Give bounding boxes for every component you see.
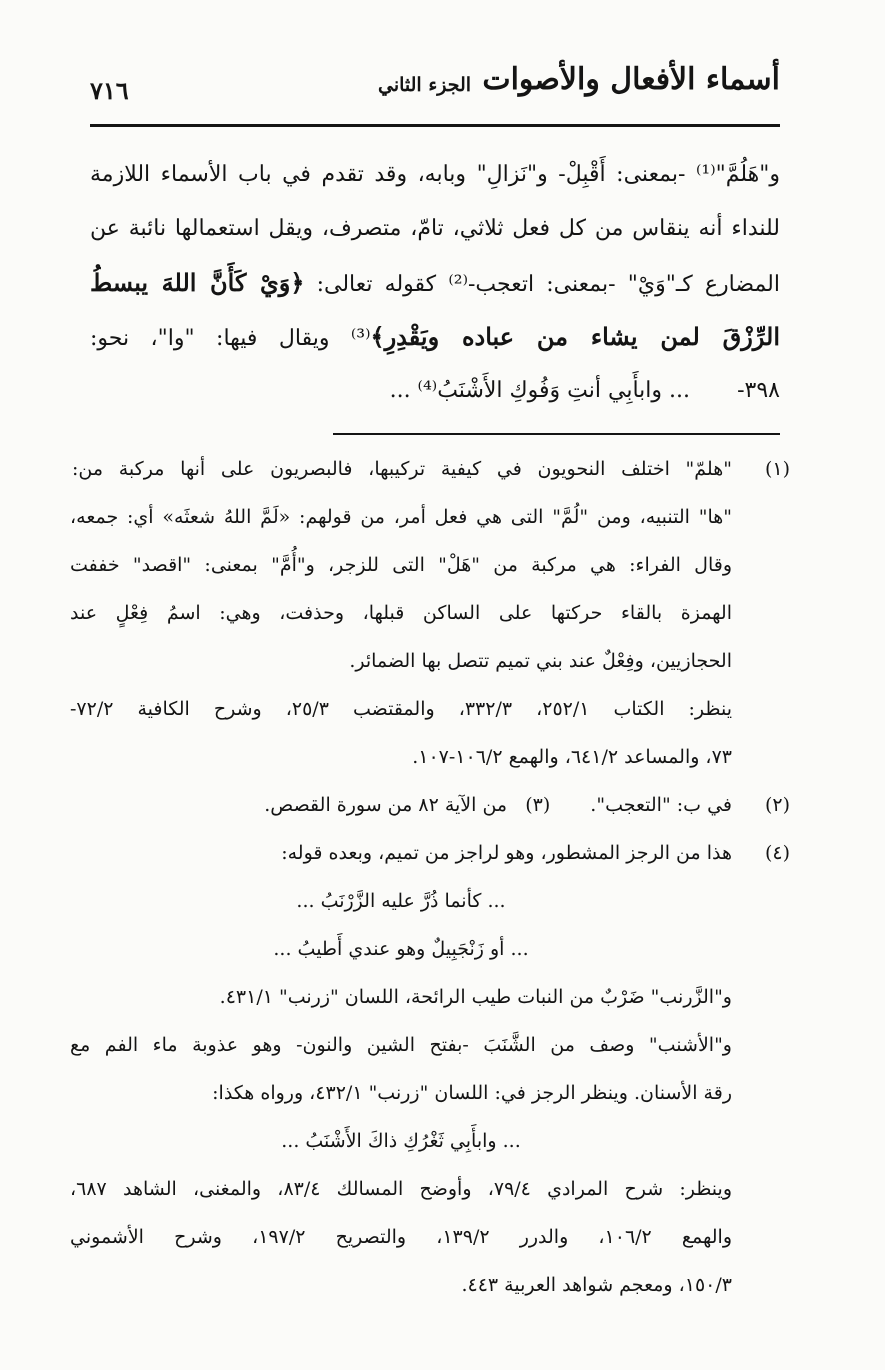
verse-number: ٣٩٨-	[737, 378, 780, 403]
footnotes	[70, 445, 790, 1309]
footnote-1-line: الهمزة بالقاء حركتها على الساكن قبلها، وحذفت، وهي: اسمُ فِعْلٍ عند	[70, 602, 732, 624]
main-line-4-text: ⁽³⁾ ويقال فيها: "وا"، نحو:	[90, 326, 371, 351]
page-header	[90, 60, 780, 112]
footnote-3-text: من الآية ٨٢ من سورة القصص.	[264, 794, 508, 816]
quran-quote-start: ﴿وَيْ كَأَنَّ اللهَ يبسطُ	[90, 268, 305, 297]
footnote-3-index: (٣)	[525, 794, 551, 816]
chapter-title: أسماء الأفعال والأصوات	[482, 62, 780, 97]
footnote-2-3-row	[70, 781, 790, 829]
footnote-1-line: ٧٣، والمساعد ٦٤١/٢، والهمع ١٠٦/٢-١٠٧.	[412, 746, 732, 768]
footnote-1	[70, 445, 790, 493]
footnote-4	[70, 829, 790, 877]
footnote-1-line: ينظر: الكتاب ٢٥٢/١، ٣٣٢/٣، والمقتضب ٢٥/٣، وشرح الكافية ٧٢/٢-	[70, 698, 732, 720]
footnote-1-line: "هلمّ" اختلف النحويون في كيفية تركيبها، فالبصريون على أنها مركبة من:	[72, 458, 732, 480]
footnote-4-line: و"الأشنب" وصف من الشَّنَبَ -بفتح الشين والنون- وهو عذوبة ماء الفم مع	[70, 1034, 732, 1056]
page-number: ٧١٦	[90, 76, 129, 105]
footnote-4-line: والهمع ١٠٦/٢، والدرر ١٣٩/٢، والتصريح ١٩٧/٢، وشرح الأشموني	[70, 1226, 732, 1248]
main-line-3	[90, 256, 780, 310]
quran-quote-end: الرِّزْقَ لمن يشاء من عباده ويَقْدِرِ﴾	[370, 322, 780, 351]
footnote-1-line: "ها" التنبيه، ومن "لُمَّ" التى هي فعل أمر، من قولهم: «لَمَّ اللهُ شعثَه» أي: جمعه،	[70, 506, 732, 528]
main-text	[90, 148, 780, 418]
main-line-4	[90, 310, 780, 364]
footnote-4-verse: ... كأنما ذُرَّ عليه الزَّرْنَبُ ...	[296, 890, 506, 912]
main-line-3-text: المضارع كـ"وَيْ" -بمعنى: اتعجب-⁽²⁾ كقوله تعالى:	[304, 272, 780, 297]
footnote-4-line: و"الزَّرنب" ضَرْبٌ من النبات طيب الرائحة، اللسان "زرنب" ٤٣١/١.	[219, 986, 732, 1008]
main-line-1: و"هَلُمَّ"⁽¹⁾ -بمعنى: أَقْبِلْ- و"نَزالِ" وبابه، وقد تقدم في باب الأسماء اللازمة	[90, 162, 780, 187]
footnote-4-index: (٤)	[764, 842, 790, 864]
main-line-2: للنداء أنه ينقاس من كل فعل ثلاثي، تامّ، متصرف، ويقل استعمالها نائبة عن	[90, 216, 780, 241]
footnote-separator	[333, 433, 780, 435]
footnote-2-text: في ب: "التعجب".	[590, 794, 732, 816]
footnote-4-line: وينظر: شرح المرادي ٧٩/٤، وأوضح المسالك ٨٣/٤، والمغنى، الشاهد ٦٨٧،	[70, 1178, 733, 1200]
verse-text: ... وابأَبِي أنتِ وَفُوكِ الأَشْنَبُ⁽⁴⁾ ...	[389, 378, 690, 403]
footnote-4-line: هذا من الرجز المشطور، وهو لراجز من تميم، وبعده قوله:	[281, 842, 732, 864]
footnote-1-line: الحجازيين، وفِعْلٌ عند بني تميم تتصل بها الضمائر.	[349, 650, 732, 672]
footnote-1-index: (١)	[764, 458, 790, 480]
footnote-4-verse: ... وابأَبِي ثَغْرُكِ ذاكَ الأَشْنَبُ ...	[281, 1130, 521, 1152]
volume-label: الجزء الثاني	[378, 74, 472, 96]
footnote-4-line: ١٥٠/٣، ومعجم شواهد العربية ٤٤٣.	[461, 1274, 732, 1296]
footnote-2-index: (٢)	[764, 794, 790, 816]
verse-line	[90, 364, 780, 418]
header-rule	[90, 124, 780, 127]
footnote-1-line: وقال الفراء: هي مركبة من "هَلْ" التى للزجر، و"أُمَّ" بمعنى: "اقصد" خففت	[70, 554, 732, 576]
footnote-4-line: رقة الأسنان. وينظر الرجز في: اللسان "زرنب" ٤٣٢/١، ورواه هكذا:	[212, 1082, 732, 1104]
footnote-4-verse: ... أو زَنْجَبِيلٌ وهو عندي أَطيبُ ...	[273, 938, 529, 960]
